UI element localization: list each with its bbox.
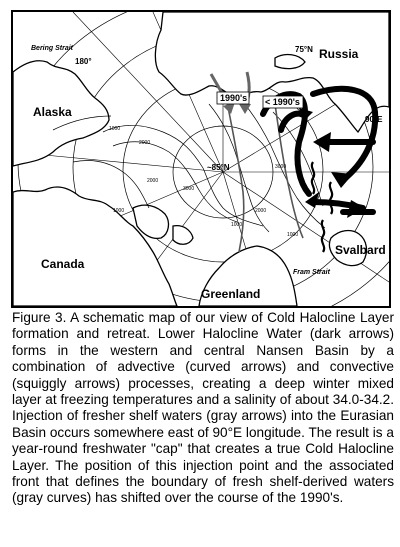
caption-text: Figure 3. A schematic map of our view of Cold Halocline Layer formation and retreat. Lower Halocline Water (dark arrows) forms in the western and central Nansen Basin by a combination of advective (curved arrows) and convective (squiggly arrows) processes, creating a deep winter mixed layer at freezing temperatures and a salinity of about 34.0-34.2. Injection of fresher shelf waters (gray arrows) into the Eurasian Basin occurs somewhere east of 90°E longitude. The result is a year-round freshwater "cap" that creates a true Cold Halocline Layer. The position of this injection point and the associated front that defines the boundary of fresh shelf-derived waters (gray curves) has shifted over the course of the 1990's.	[12, 310, 394, 506]
russia-coast	[155, 12, 389, 132]
arctic-map	[13, 12, 389, 306]
depth-label: 1000	[287, 232, 299, 238]
gray-arrow-head	[239, 104, 251, 114]
depth-label: 3000	[183, 186, 195, 192]
canada-coast	[13, 187, 177, 306]
front-pre1990s-label: < 1990's	[265, 97, 300, 107]
canada-label: Canada	[41, 257, 85, 271]
russia-label: Russia	[319, 47, 359, 61]
latitude-75-label: 75°N	[295, 45, 313, 54]
squiggly-arrow	[312, 162, 314, 194]
fram-strait-label: Fram Strait	[293, 269, 330, 276]
bering-strait-label: Bering Strait	[31, 45, 74, 52]
greenland-label: Greenland	[201, 287, 261, 301]
depth-label: 2000	[139, 140, 151, 146]
squiggly-arrow	[322, 220, 324, 252]
alaska-label: Alaska	[33, 105, 72, 119]
longitude-180-label: 180°	[75, 57, 92, 66]
depth-label: 2000	[147, 178, 159, 184]
depth-label: 2000	[255, 208, 267, 214]
bathymetry-contour	[113, 142, 237, 222]
front-1990s-label: 1990's	[220, 93, 248, 103]
latitude-85-label: ~85°N	[207, 163, 230, 172]
canadian-archipelago	[173, 226, 193, 245]
depth-label: 1000	[109, 126, 121, 132]
longitude-90-label: 90°E	[365, 115, 383, 124]
gray-front-curves	[227, 102, 303, 252]
depth-label: 3000	[275, 164, 287, 170]
front-1990s-curve	[227, 102, 244, 252]
arrow-head	[331, 172, 353, 188]
map-frame	[11, 10, 391, 308]
squiggly-arrow	[330, 182, 332, 214]
bathymetry-contour	[103, 125, 263, 226]
svalbard-label: Svalbard	[335, 243, 386, 257]
depth-label: 1000	[113, 208, 125, 214]
figure-caption	[12, 310, 394, 507]
depth-label: 1000	[231, 222, 243, 228]
